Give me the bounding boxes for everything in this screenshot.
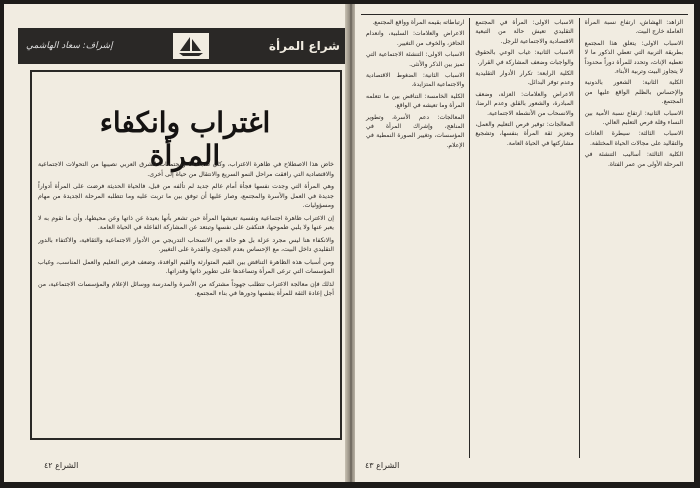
section-title: شراع المرأة [268,39,340,53]
article-headline: اغتراب وانكفاء المرأة [99,106,271,172]
masthead-byline: إشراف: سعاد الهاشمي [26,41,113,51]
column-paragraph: ارتباطاته بقيمه المرأة وواقع المجتمع. [372,19,465,26]
column-paragraph: الاسباب الثانية: غياب الوعي بالحقوق والواجبات وضعف المشاركة في القرار. [475,49,574,66]
column-paragraph: الاعراض والعلامات: العزلة، وضعف المبادرة، والشعور بالقلق وعدم الرضا، والانسحاب من الأنشطة الاجتماعية. [475,90,574,117]
column-paragraph: الاسباب الثالثة: سيطرة العادات والتقاليد على مجالات الحياة المختلفة. [584,130,683,147]
article-paragraph: ومن أسباب هذه الظاهرة التناقض بين القيم المتوارثة والقيم الوافدة، وضعف فرص التعليم والعمل المناسب، وغياب المؤسسات التي ترعى المرأة وتساعدها على تطوير ذاتها وقدراتها. [38,258,334,275]
header-rule [361,14,688,15]
article-body [38,160,334,426]
column-paragraph: الاسباب الاولى: التنشئة الاجتماعية التي تميز بين الذكر والأنثى. [366,51,465,68]
column-paragraph: الكلية الثالثة: أساليب التنشئة في المرحلة الأولى من عمر الفتاة. [584,151,683,168]
article-paragraph: وهي المرأة التي وجدت نفسها فجأة أمام عالم جديد لم تألفه من قبل، فالحياة الحديثة فرضت على المرأة أدواراً جديدة في العمل والأسرة والمجتمع، وصار عليها أن توفق بين ما تربت عليه وما تتطلبه المرحلة الجديدة من مهام ومسؤوليات. [38,183,334,209]
column-paragraph: الاسباب الاولى: يتعلق هذا المجتمع بطريقة التربية التي تعطي الذكور ما لا تعطيه الإناث، وتحدد للمرأة دوراً محدوداً لا يتجاوز البيت وتربية الأبناء. [584,39,683,76]
text-columns [361,18,688,458]
right-page-number: الشراع ٤٣ [365,461,400,470]
column-middle [470,18,579,458]
article-paragraph: إن الاغتراب ظاهرة اجتماعية ونفسية تعيشها المرأة حين تشعر بأنها بعيدة عن ذاتها وعن محيطها، وأن ما تقوم به لا يعبر عنها ولا يلبي طموحها، فتنكفئ على نفسها وتبتعد عن المشاركة الفاعلة في الحياة العامة. [38,214,334,231]
column-left [361,18,470,458]
column-paragraph: الاسباب الثانية: الضغوط الاقتصادية والاجتماعية المتزايدة. [366,72,465,89]
column-right [580,18,688,458]
article-paragraph: لذلك فإن معالجة الاغتراب تتطلب جهوداً مشتركة من الأسرة والمدرسة ووسائل الإعلام والمؤسسات الاجتماعية، من أجل إعادة الثقة للمرأة بنفسها ودورها في بناء المجتمع. [38,280,334,297]
article-paragraph: والانكفاء هنا ليس مجرد عزلة بل هو حالة من الانسحاب التدريجي من الأدوار الاجتماعية والثقافية، والاكتفاء بالدور التقليدي داخل البيت، مع الإحساس بعدم الجدوى والقدرة على التغيير. [38,236,334,253]
right-page [355,4,694,482]
column-paragraph: الكلية الرابعة: تكرار الأدوار التقليدية وعدم توفر البدائل. [475,70,574,87]
left-page-number: الشراع ٤٢ [44,461,79,470]
article-paragraph: خاض هذا الاصطلاح في ظاهرة الاغتراب، وكان لمجتمعنا ومجتمعات الشرق العربي نصيبها من التحولات الاجتماعية والاقتصادية التي رافقت مراحل النمو السريع والانتقال من حياة إلى أخرى. [38,161,334,178]
section-masthead [18,28,347,64]
column-paragraph: المعالجات: توفير فرص التعليم والعمل، وتعزيز ثقة المرأة بنفسها، وتشجيع مشاركتها في الحياة العامة. [475,121,574,147]
sail-boat-icon [173,33,209,59]
column-paragraph: الكلية الخامسة: التناقض بين ما تتعلمه المرأة وما تعيشه في الواقع. [366,92,465,110]
column-paragraph: الاعراض والعلامات: السلبية، وانعدام الحافز، والخوف من التغيير. [366,30,465,47]
column-paragraph: الاسباب الاولى: المرأة في المجتمع التقليدي تعيش حالة من التبعية الاقتصادية والاجتماعية للرجل. [475,19,574,45]
column-paragraph: الزاهد: الهشاش، ارتفاع نسبة المرأة العاملة خارج البيت. [584,19,683,36]
column-paragraph: الاسباب الثانية: ارتفاع نسبة الأمية بين النساء وقلة فرص التعليم العالي. [584,109,683,127]
column-paragraph: المعالجات: دعم الأسرة، وتطوير المناهج، وإشراك المرأة في المؤسسات، وتغيير الصورة النمطية في الإعلام. [366,113,465,149]
column-paragraph: الكلية الثانية: الشعور بالدونية والإحساس بالظلم الواقع عليها من المجتمع. [584,79,683,106]
left-page [4,4,347,482]
